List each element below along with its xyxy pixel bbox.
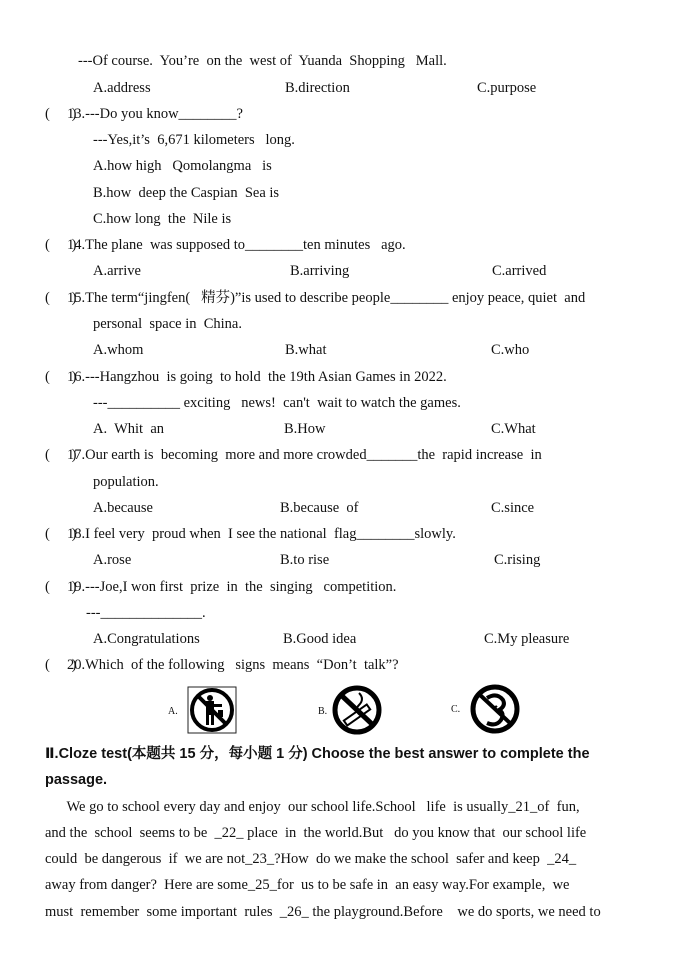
q15-option-a: A.whom xyxy=(93,342,144,358)
q20-stem: 20.Which of the following signs means “Don’t talk”? xyxy=(67,657,399,673)
q14-stem: 14.The plane was supposed to________ten minutes ago. xyxy=(67,237,406,253)
q16-option-b: B.How xyxy=(284,421,326,437)
q13-option-c: C.how long the Nile is xyxy=(93,211,232,227)
q13-option-b: B.how deep the Caspian Sea is xyxy=(93,185,280,201)
passage-line: must remember some important rules _26_ the playground.Before we do sports, we need to xyxy=(45,904,601,920)
q20-option-a-letter: A. xyxy=(168,706,178,717)
q20-option-c-letter: C. xyxy=(451,704,461,715)
q19-option-c: C.My pleasure xyxy=(484,631,570,647)
q15-option-b: B.what xyxy=(285,342,327,358)
q16-reply: ---__________ exciting news! can't wait to watch the games. xyxy=(93,395,461,411)
q14-option-b: B.arriving xyxy=(290,263,350,279)
q19-reply: ---______________. xyxy=(86,605,206,621)
q17-stem: 17.Our earth is becoming more and more crowded_______the rapid increase in xyxy=(67,447,542,463)
q19-stem: 19.---Joe,I won first prize in the singing competition. xyxy=(67,579,397,595)
q17-option-c: C.since xyxy=(491,500,535,516)
section-heading: Ⅱ.Cloze test(本题共 15 分，每小题 1 分) Choose the best answer to complete the xyxy=(45,746,590,762)
q17-option-a: A.because xyxy=(93,500,153,516)
q19-option-a: A.Congratulations xyxy=(93,631,200,647)
q19-option-b: B.Good idea xyxy=(283,631,357,647)
q20-answer-blank[interactable]: ( ) xyxy=(45,657,77,673)
q14-answer-blank[interactable]: ( ) xyxy=(45,237,77,253)
no-littering-sign-icon xyxy=(187,686,237,739)
q15-option-c: C.who xyxy=(491,342,530,358)
q15-stem: 15.The term“jingfen( 精芬)”is used to describe people________ enjoy peace, quiet and xyxy=(67,290,586,306)
q15-answer-blank[interactable]: ( ) xyxy=(45,290,77,306)
q19-answer-blank[interactable]: ( ) xyxy=(45,579,77,595)
q15-stem-cont: personal space in China. xyxy=(93,316,242,332)
q18-option-a: A.rose xyxy=(93,552,132,568)
q16-option-a: A. Whit an xyxy=(93,421,165,437)
passage-line: could be dangerous if we are not_23_?How do we make the school safer and keep _24_ xyxy=(45,851,577,867)
q12-option-a: A.address xyxy=(93,80,151,96)
q20-option-b-letter: B. xyxy=(318,706,328,717)
q13-option-a: A.how high Qomolangma is xyxy=(93,158,272,174)
q12-option-b: B.direction xyxy=(285,80,350,96)
q16-option-c: C.What xyxy=(491,421,536,437)
q14-option-a: A.arrive xyxy=(93,263,141,279)
passage-line: and the school seems to be _22_ place in the world.But do you know that our school life xyxy=(45,825,587,841)
no-smoking-sign-icon xyxy=(329,685,385,740)
q18-stem: 18.I feel very proud when I see the national flag________slowly. xyxy=(67,526,456,542)
q16-answer-blank[interactable]: ( ) xyxy=(45,369,77,385)
q13-reply: ---Yes,it’s 6,671 kilometers long. xyxy=(93,132,295,148)
q13-stem: 13.---Do you know________? xyxy=(67,106,243,122)
q16-stem: 16.---Hangzhou is going to hold the 19th Asian Games in 2022. xyxy=(67,369,447,385)
q12-reply: ---Of course. You’re on the west of Yuanda Shopping Mall. xyxy=(78,53,447,69)
section-heading-cont: passage. xyxy=(45,772,108,788)
q17-option-b: B.because of xyxy=(280,500,359,516)
q12-option-c: C.purpose xyxy=(477,80,537,96)
q18-option-b: B.to rise xyxy=(280,552,330,568)
passage-line: away from danger? Here are some_25_for us to be safe in an easy way.For example, we xyxy=(45,877,570,893)
passage-line: We go to school every day and enjoy our school life.School life is usually_21_of fun, xyxy=(45,799,580,815)
q18-answer-blank[interactable]: ( ) xyxy=(45,526,77,542)
q14-option-c: C.arrived xyxy=(492,263,547,279)
q17-answer-blank[interactable]: ( ) xyxy=(45,447,77,463)
q13-answer-blank[interactable]: ( ) xyxy=(45,106,77,122)
q17-stem-cont: population. xyxy=(93,474,159,490)
no-talking-sign-icon xyxy=(467,684,523,739)
q18-option-c: C.rising xyxy=(494,552,541,568)
